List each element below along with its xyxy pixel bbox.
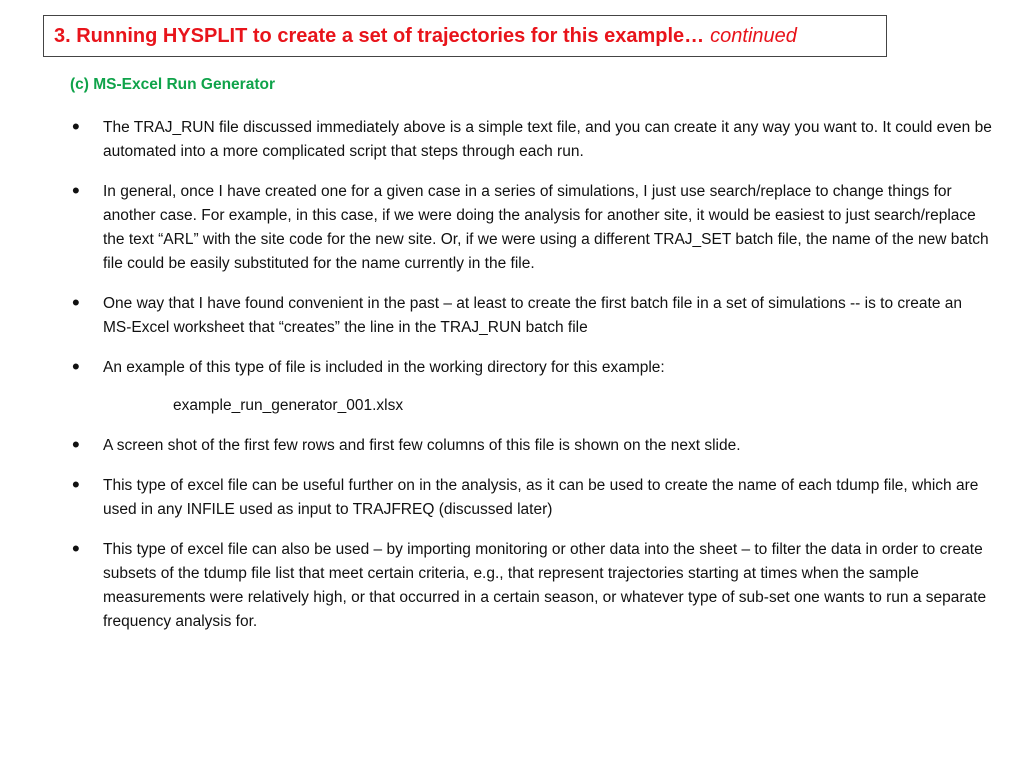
bullet-text: This type of excel file can be useful further on in the analysis, as it can be used to create the name of each tdump file, which are used in any INFILE used as input to TRAJFREQ (discussed later) xyxy=(103,477,979,518)
bullet-item xyxy=(72,434,992,458)
bullet-text: The TRAJ_RUN file discussed immediately above is a simple text file, and you can create it any way you want to. It could even be automated into a more complicated script that steps through each run. xyxy=(103,119,992,160)
bullet-item xyxy=(72,356,992,380)
bullet-text: In general, once I have created one for a given case in a series of simulations, I just use search/replace to change things for another case. For example, in this case, if we were doing the analysis for another site, it would be easiest to just search/replace the text “ARL” with the site code for the new site. Or, if we were using a different TRAJ_SET batch file, the name of the new batch file could be easily substituted for the name currently in the file. xyxy=(103,183,989,272)
bullet-icon: • xyxy=(72,290,80,315)
bullet-text: A screen shot of the first few rows and first few columns of this file is shown on the next slide. xyxy=(103,437,741,454)
bullet-icon: • xyxy=(72,178,80,203)
bullet-item xyxy=(72,292,992,340)
bullet-icon: • xyxy=(72,114,80,139)
bullet-text: An example of this type of file is included in the working directory for this example: xyxy=(103,359,665,376)
bullet-icon: • xyxy=(72,432,80,457)
slide-title-continued: continued xyxy=(710,24,797,47)
bullet-text: This type of excel file can also be used – by importing monitoring or other data into the sheet – to filter the data in order to create subsets of the tdump file list that meet certain criteria, e.g., that represent trajectories starting at times when the sample measurements were relatively high, or that occurred in a certain season, or whatever type of sub-set one wants to run a separate frequency analysis for. xyxy=(103,541,987,630)
bullet-icon: • xyxy=(72,536,80,561)
bullet-item xyxy=(72,180,992,276)
bullet-icon: • xyxy=(72,472,80,497)
bullet-list xyxy=(72,116,992,650)
bullet-item xyxy=(72,116,992,164)
slide-title: 3. Running HYSPLIT to create a set of trajectories for this example… xyxy=(54,24,705,47)
slide-title-box xyxy=(43,15,887,57)
bullet-icon: • xyxy=(72,354,80,379)
bullet-item xyxy=(72,474,992,522)
bullet-text: One way that I have found convenient in the past – at least to create the first batch file in a set of simulations -- is to create an MS-Excel worksheet that “creates” the line in the TRAJ_RUN batch file xyxy=(103,295,963,336)
section-subheading: (c) MS-Excel Run Generator xyxy=(70,76,275,93)
bullet-item xyxy=(72,538,992,634)
filename-line: example_run_generator_001.xlsx xyxy=(173,397,404,414)
